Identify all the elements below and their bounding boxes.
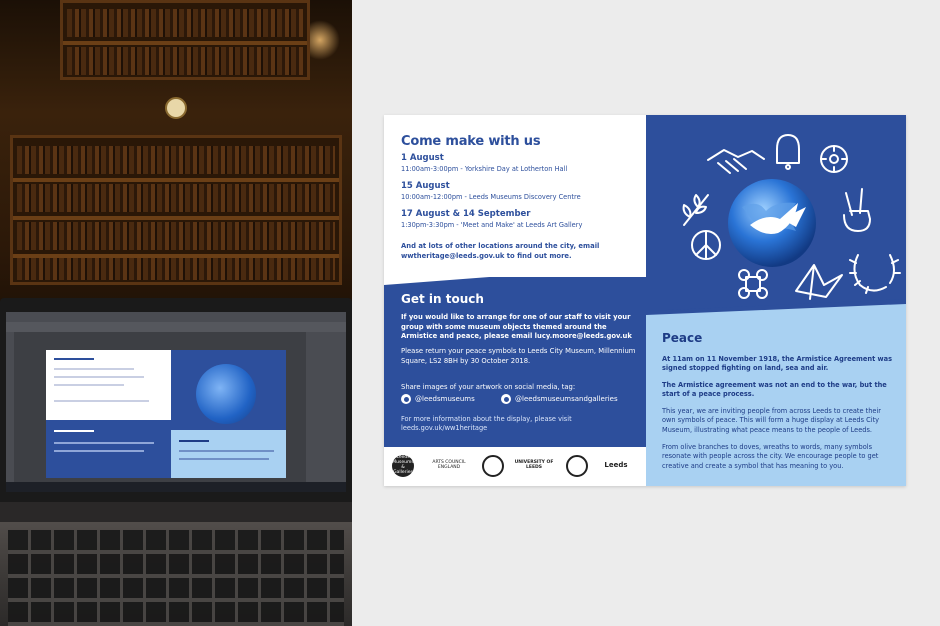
handshake-icon (708, 150, 764, 173)
peace-flyer (384, 115, 906, 486)
event-detail: 1:30pm-3:30pm - 'Meet and Make' at Leeds Art Gallery (401, 221, 583, 229)
event-date: 17 August & 14 September (401, 209, 531, 219)
logo-strip (384, 447, 646, 486)
peace-symbols-artwork (646, 115, 906, 315)
poppy-icon (821, 146, 847, 172)
instagram-icon (501, 394, 511, 404)
university-of-leeds-logo: UNIVERSITY OF LEEDS (514, 460, 554, 470)
document-preview (46, 350, 286, 478)
tools-panel (6, 332, 14, 492)
app-toolbar (6, 322, 346, 332)
library-laptop-photo (0, 0, 352, 626)
leeds-logo: Leeds (604, 461, 628, 470)
keyboard-rows (8, 530, 344, 626)
laptop-screen (6, 312, 346, 492)
peace-hand-icon (844, 189, 870, 231)
peace-paragraph: From olive branches to doves, wreaths to words, many symbols resonate with people across the city. We encourage people to get creative and create a symbol that has meaning to you. (662, 443, 879, 470)
peace-sign-icon (692, 231, 720, 259)
event-date: 15 August (401, 181, 450, 191)
twitter-handle-text: @leedsmuseums (415, 395, 475, 403)
get-in-touch-title: Get in touch (401, 292, 484, 306)
app-menubar (6, 312, 346, 322)
instagram-handle (501, 394, 618, 404)
paper-crane-icon (796, 265, 842, 299)
twitter-icon (401, 394, 411, 404)
laurel-wreath-icon (850, 255, 900, 293)
event-detail: 11:00am-3:00pm - Yorkshire Day at Lotherton Hall (401, 165, 568, 173)
peace-paragraph: At 11am on 11 November 1918, the Armistice Agreement was signed stopped fighting on land, sea and air. (662, 355, 892, 373)
arrange-visit-text: If you would like to arrange for one of our staff to visit your group with some museum objects themed around the Armistice and peace, please email lucy.moore@leeds.gov.uk (401, 313, 632, 341)
event-detail: 10:00am-12:00pm - Leeds Museums Discovery Centre (401, 193, 581, 201)
arts-council-logo: ARTS COUNCIL ENGLAND (432, 460, 466, 470)
dove-globe-icon (728, 179, 816, 267)
more-locations-text: And at lots of other locations around the city, email wwtheritage@leeds.gov.uk to find out more. (401, 242, 600, 260)
lower-bookcase (10, 135, 342, 285)
clock-icon (165, 97, 187, 119)
peace-paragraph: The Armistice agreement was not an end to the war, but the start of a peace process. (662, 381, 887, 399)
upper-bookcase (60, 0, 310, 80)
event-date: 1 August (401, 153, 444, 163)
instagram-handle-text: @leedsmuseumsandgalleries (515, 395, 618, 403)
more-info-text: For more information about the display, please visit leeds.gov.uk/ww1heritage (401, 415, 572, 433)
properties-panel (306, 332, 346, 492)
twitter-handle (401, 394, 475, 404)
peace-title: Peace (662, 331, 703, 345)
partner-logo-seal (566, 455, 588, 477)
peace-paragraph: This year, we are inviting people from across Leeds to create their own symbols of peace. This will form a huge display at Leeds City Museum, illustrating what peace means to the people of Leeds. (662, 407, 882, 434)
leeds-museums-logo: Leeds Museums & Galleries (392, 455, 414, 477)
knot-icon (739, 270, 767, 298)
bell-icon (777, 135, 799, 169)
come-make-title: Come make with us (401, 134, 541, 149)
olive-branch-icon (684, 195, 708, 225)
laptop-hinge (0, 502, 352, 522)
partner-logo-c (482, 455, 504, 477)
windows-taskbar (6, 482, 346, 492)
return-symbols-text: Please return your peace symbols to Leeds City Museum, Millennium Square, LS2 8BH by 30 October 2018. (401, 347, 636, 365)
share-label: Share images of your artwork on social media, tag: (401, 383, 576, 391)
